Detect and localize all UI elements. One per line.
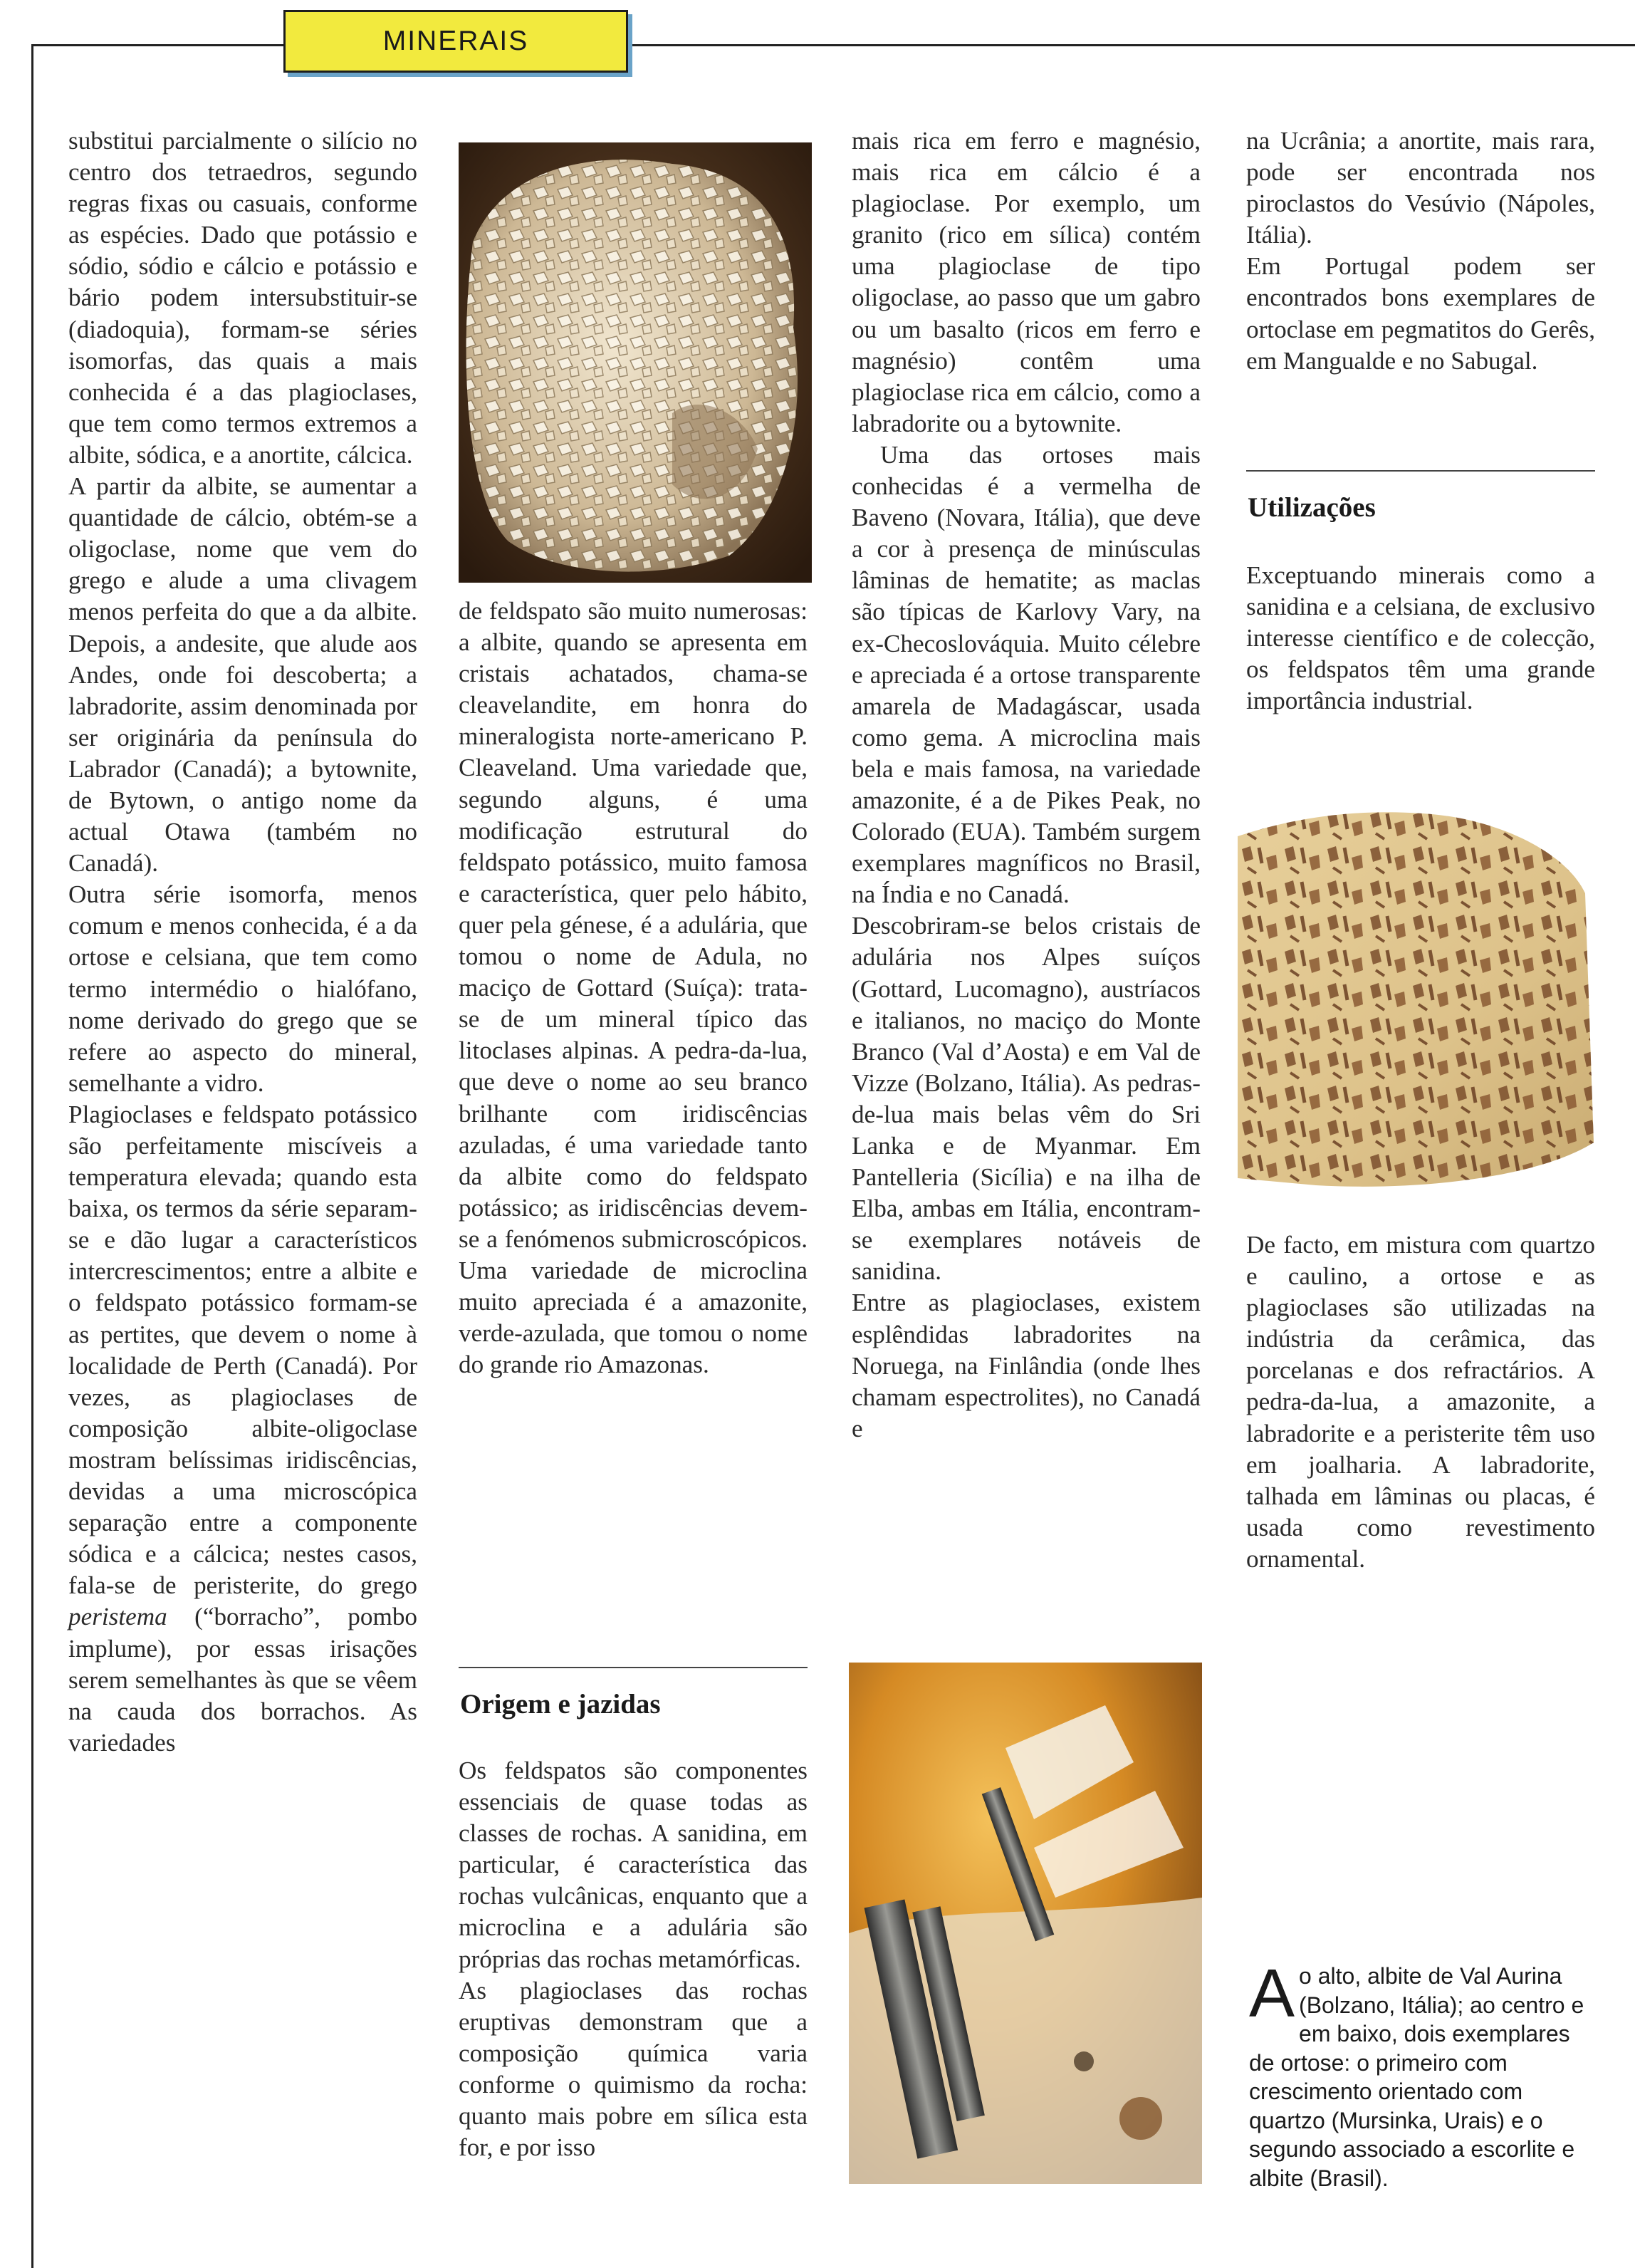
column-4-section: [1246, 560, 1595, 717]
orthoclase-scorlite-image: [849, 1663, 1202, 2184]
top-frame-line-right: [627, 44, 1635, 46]
col3-paragraph: mais rica em ferro e magnésio, mais rica em cálcio é a plagioclase. Por exemplo, um granito (rico em sílica) contém uma plagioclase de tipo oligoclase, ao passo que um gabro ou um basalto (ricos em ferro e magnésio) contêm uma plagioclase rica em cálcio, como a labradorite ou a bytownite.: [852, 127, 1201, 437]
photo-caption: [1249, 1955, 1595, 2192]
section-rule-utilizacoes: [1246, 470, 1595, 472]
column-4-after-photo: [1246, 1229, 1595, 1575]
col3-paragraph: Descobriram-se belos cristais de adulária nos Alpes suíços (Gottard, Lucomagno), austríacos e italianos, no maciço do Monte Branco (Val d’Aosta) e em Val de Vizze (Bolzano, Itália). As pedras-de-lua mais belas vêm do Sri Lanka e de Myanmar. Em Pantelleria (Sicília) e na ilha de Elba, ambas em Itália, encontram-se exemplares notáveis de sanidina.: [852, 912, 1201, 1286]
column-1: [68, 125, 417, 1759]
col1-paragraph-last: [68, 1099, 417, 1759]
section-heading-origem: Origem e jazidas: [460, 1689, 661, 1720]
section-heading-utilizacoes: Utilizações: [1248, 492, 1376, 523]
albite-photo: [459, 142, 812, 583]
caption-drop-cap: A: [1249, 1955, 1295, 2032]
section-label: MINERAIS: [382, 26, 529, 56]
col1-paragraph-tail: (“borracho”, pombo implume), por essas irisações serem semelhantes às que se vêem na cauda dos borrachos. As variedades: [68, 1603, 418, 1757]
section-tab: [283, 10, 628, 73]
orthoclase-quartz-photo: [1238, 808, 1594, 1191]
col4-section-paragraph: Exceptuando minerais como a sanidina e a celsiana, de exclusivo interesse científico e de colecção, os feldspatos têm uma grande importância industrial.: [1246, 561, 1595, 715]
column-2: [459, 595, 808, 1380]
column-4: [1246, 125, 1595, 377]
col1-paragraph: Outra série isomorfa, menos comum e menos conhecida, é a da ortose e celsiana, que tem como termo intermédio o hialófano, nome derivado do grego que se refere ao aspecto do mineral, semelhante a vidro.: [68, 880, 417, 1097]
section-rule-origem: [459, 1667, 808, 1668]
col4-paragraph: Em Portugal podem ser encontrados bons exemplares de ortoclase em pegmatitos do Gerês, em Mangualde e no Sabugal.: [1246, 252, 1595, 375]
left-frame-line: [31, 44, 33, 2268]
col1-paragraph: A partir da albite, se aumentar a quantidade de cálcio, obtém-se a oligoclase, nome que vem do grego e alude a uma clivagem menos perfeita do que a da albite. Depois, a andesite, que alude aos Andes, onde foi descoberta; a labradorite, assim denominada por ser originária da península do Labrador (Canadá); a bytownite, de Bytown, o antigo nome da actual Otawa (também no Canadá).: [68, 472, 417, 878]
greek-term: peristema: [68, 1603, 167, 1631]
orthoclase-scorlite-photo: [849, 1663, 1202, 2184]
col3-paragraph: Uma das ortoses mais conhecidas é a vermelha de Baveno (Novara, Itália), que deve a cor à presença de minúsculas lâminas de hematite; as maclas são típicas de Karlovy Vary, na ex-Checoslováquia. Muito célebre e apreciada é a ortose transparente amarela de Madagáscar, usada como gema. A microclina mais bela e mais famosa, na variedade amazonite, é a de Pikes Peak, no Colorado (EUA). Também surgem exemplares magníficos no Brasil, na Índia e no Canadá.: [852, 440, 1201, 909]
col2-section-paragraph: As plagioclases das rochas eruptivas demonstram que a composição química varia conforme o quimismo da rocha: quanto mais pobre em sílica esta for, e por isso: [459, 1976, 808, 2162]
albite-specimen-image: [459, 142, 812, 583]
top-frame-line-left: [31, 44, 285, 46]
col4-after-photo-paragraph: De facto, em mistura com quartzo e caulino, a ortose e as plagioclases são utilizadas na indústria da cerâmica, das porcelanas e dos refractários. A pedra-da-lua, a amazonite, a labradorite e a peristerite têm uso em joalharia. A labradorite, talhada em lâminas ou placas, é usada como revestimento ornamental.: [1246, 1231, 1595, 1573]
col1-paragraph: substitui parcialmente o silício no centro dos tetraedros, segundo regras fixas ou casuais, conforme as espécies. Dado que potássio e sódio, sódio e cálcio e potássio e bário podem intersubstituir-se (diadoquia), formam-se séries isomorfas, das quais a mais conhecida é a das plagioclases, que tem como termos extremos a albite, sódica, e a anortite, cálcica.: [68, 127, 417, 469]
col2-section-paragraph: Os feldspatos são componentes essenciais de quase todas as classes de rochas. A sanidina, em particular, é característica das rochas vulcânicas, enquanto que a microclina e a adulária são próprias das rochas metamórficas.: [459, 1757, 808, 1973]
col1-paragraph-text: Plagioclases e feldspato potássico são perfeitamente miscíveis a temperatura elevada; quando esta baixa, os termos da série separam-se e dão lugar a característicos intercrescimentos; entre a albite e o feldspato potássico formam-se as pertites, que devem o nome à localidade de Perth (Canadá). Por vezes, as plagioclases de composição albite-oligoclase mostram belíssimas iridiscências, devidas a uma microscópica separação entre a componente sódica e a cálcica; nestes casos, fala-se de peristerite, do grego: [68, 1100, 417, 1600]
col3-paragraph: Entre as plagioclases, existem esplêndidas labradorites na Noruega, na Finlândia (onde lhes chamam espectrolites), no Canadá e: [852, 1289, 1201, 1442]
column-3: [852, 125, 1201, 1445]
col4-paragraph: na Ucrânia; a anortite, mais rara, pode ser encontrada nos piroclastos do Vesúvio (Nápoles, Itália).: [1246, 127, 1595, 249]
col2-paragraph: de feldspato são muito numerosas: a albite, quando se apresenta em cristais achatados, chama-se cleavelandite, em honra do mineralogista norte-americano P. Cleaveland. Uma variedade que, segundo alguns, é uma modificação estrutural do feldspato potássico, muito famosa e característica, quer pelo hábito, quer pela génese, é a adulária, que tomou o nome de Adula, no maciço de Gottard (Suíça): trata-se de um mineral típico das litoclases alpinas. A pedra-da-lua, que deve o nome ao seu branco brilhante com iridiscências azuladas, é uma variedade tanto da albite como do feldspato potássico; as iridiscências devem-se a fenómenos submicroscópicos. Uma variedade de microclina muito apreciada é a amazonite, verde-azulada, que tomou o nome do grande rio Amazonas.: [459, 597, 808, 1379]
orthoclase-quartz-image: [1238, 808, 1594, 1191]
column-2-section: [459, 1755, 808, 2163]
caption-text: o alto, albite de Val Aurina (Bolzano, Itália); ao centro e em baixo, dois exemplares de ortose: o primeiro com crescimento orientado com quartzo (Mursinka, Urais) e o segundo associado a escorlite e albite (Brasil).: [1249, 1963, 1584, 2191]
